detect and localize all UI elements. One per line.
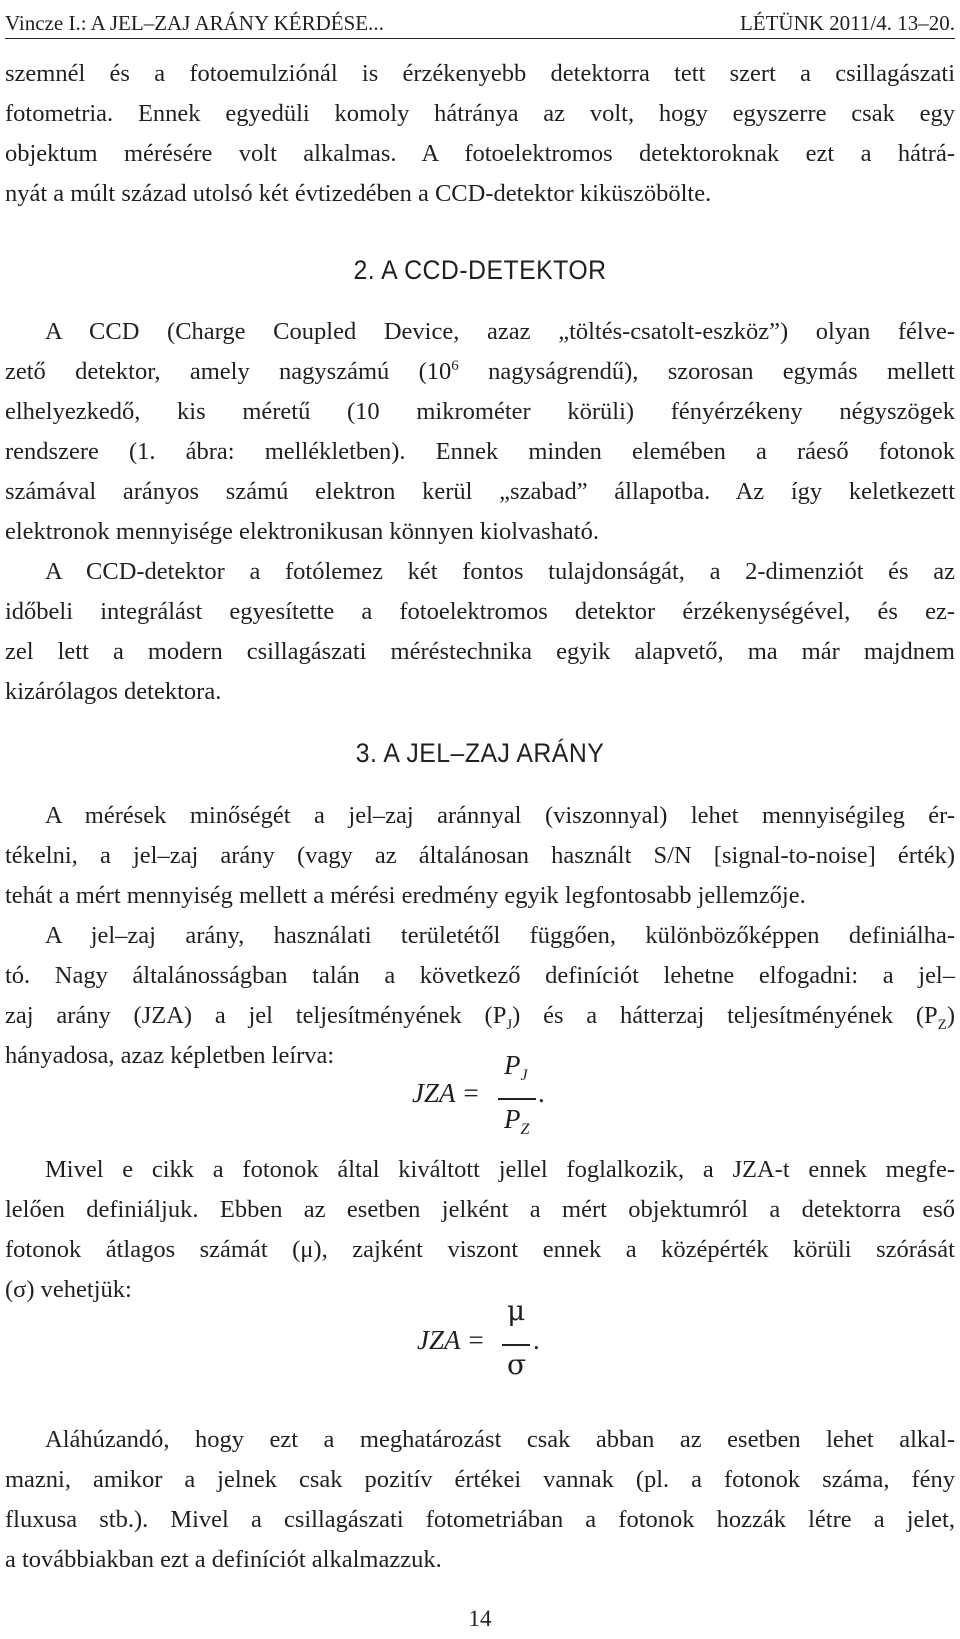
text-line: időbeli integrálást egyesítette a fotoelektromos detektor érzékenységével, és ez- [5,598,955,625]
superscript: 6 [451,358,459,374]
fraction-bar [498,1098,536,1100]
text-line: kizárólagos detektora. [5,678,222,705]
text-line: lelően definiáljuk. Ebben az esetben jelként a mért objektumról a detektorra eső [5,1196,955,1223]
formula-period: . [538,1078,545,1108]
text-line: fotometria. Ennek egyedüli komoly hátránya az volt, hogy egyszerre csak egy [5,100,955,127]
numerator-symbol: P [504,1050,521,1080]
section-heading-ccd: 2. A CCD-DETEKTOR [353,255,607,285]
text-line [5,352,955,392]
ccd-paragraph-2 [5,552,955,712]
text-span: zető detektor, amely nagyszámú (10 [5,358,452,385]
text-span: ) és a hátterzaj teljesítményének (P [512,1002,938,1029]
formula-numerator-mu: μ [507,1294,526,1327]
snr-paragraph-1 [5,796,955,916]
text-line: Mivel e cikk a fotonok által kiváltott jellel foglalkozik, a JZA-t ennek megfe- [45,1156,955,1183]
text-line: szemnél és a fotoemulziónál is érzékenyebb detektorra tett szert a csillagászati [5,60,955,87]
text-line: tékelni, a jel–zaj arány (vagy az általánosan használt S/N [signal-to-noise] érték) [5,842,955,869]
text-line: Aláhúzandó, hogy ezt a meghatározást csak abban az esetben lehet alkal- [45,1426,955,1453]
text-line: fluxusa stb.). Mivel a csillagászati fotometriában a fotonok hozzák létre a jelet, [5,1506,955,1533]
text-line [5,996,955,1036]
formula-denominator-sigma: σ [507,1348,527,1381]
text-line: számával arányos számú elektron kerül „szabad” állapotba. Az így keletkezett [5,478,955,505]
text-line: nyát a múlt század utolsó két évtizedében a CCD-detektor kiküszöbölte. [5,180,712,207]
text-line: tó. Nagy általánosságban talán a következő definíciót lehetne elfogadni: a jel– [5,962,955,989]
text-line: zel lett a modern csillagászati méréstechnika egyik alapvető, ma már majdnem [5,638,955,665]
text-line: (σ) vehetjük: [5,1276,132,1303]
section-heading-snr: 3. A JEL–ZAJ ARÁNY [355,738,605,768]
snr-paragraph-3 [5,1150,955,1310]
formula-lhs: JZA = [412,1078,480,1108]
formula-denominator [504,1104,529,1139]
running-header [5,8,955,39]
text-line: objektum mérésére volt alkalmas. A fotoelektromos detektoroknak ezt a hátrá- [5,140,955,167]
text-line: mazni, amikor a jelnek csak pozitív értékei vannak (pl. a fotonok száma, fény [5,1466,955,1493]
subscript: J [506,1017,513,1033]
text-line: A jel–zaj arány, használati területétől függően, különbözőképpen definiálha- [45,922,955,949]
text-span: ) [946,1002,955,1029]
text-line: A CCD-detektor a fotólemez két fontos tulajdonságát, a 2-dimenziót és az [45,558,955,585]
text-line: elektronok mennyisége elektronikusan könnyen kiolvasható. [5,518,599,545]
page-number: 14 [468,1606,492,1631]
text-line: A CCD (Charge Coupled Device, azaz „töltés-csatolt-eszköz”) olyan félve- [45,318,955,345]
subscript: Z [937,1017,947,1033]
text-line: hányadosa, azaz képletben leírva: [5,1042,335,1069]
text-line: A mérések minőségét a jel–zaj aránnyal (viszonnyal) lehet mennyiségileg ér- [45,802,955,829]
snr-paragraph-2 [5,916,955,1076]
text-line: fotonok átlagos számát (μ), zajként viszont ennek a középérték körüli szórását [5,1236,955,1263]
text-span: nagyságrendű), szorosan egymás mellett [458,358,955,385]
text-line: a továbbiakban ezt a definíciót alkalmazzuk. [5,1546,442,1573]
header-author-title: Vincze I.: A JEL–ZAJ ARÁNY KÉRDÉSE... [5,11,384,35]
text-line: elhelyezkedő, kis méretű (10 mikrométer körüli) fényérzékeny négyszögek [5,398,955,425]
snr-paragraph-4 [5,1420,955,1580]
fraction-bar [502,1344,530,1346]
text-span: zaj arány (JZA) a jel teljesítményének (P [5,1002,507,1029]
ccd-paragraph-1 [5,312,955,552]
text-line: rendszere (1. ábra: mellékletben). Ennek minden elemében a ráeső fotonok [5,438,955,465]
intro-paragraph [5,54,955,214]
header-journal-ref: LÉTÜNK 2011/4. 13–20. [739,11,955,35]
denominator-symbol: P [504,1104,521,1134]
formula-period: . [533,1325,540,1355]
denominator-subscript: Z [520,1121,530,1138]
numerator-subscript: J [520,1067,528,1084]
text-line: tehát a mért mennyiség mellett a mérési eredmény egyik legfontosabb jellemzője. [5,882,806,909]
formula-lhs: JZA = [417,1325,485,1355]
